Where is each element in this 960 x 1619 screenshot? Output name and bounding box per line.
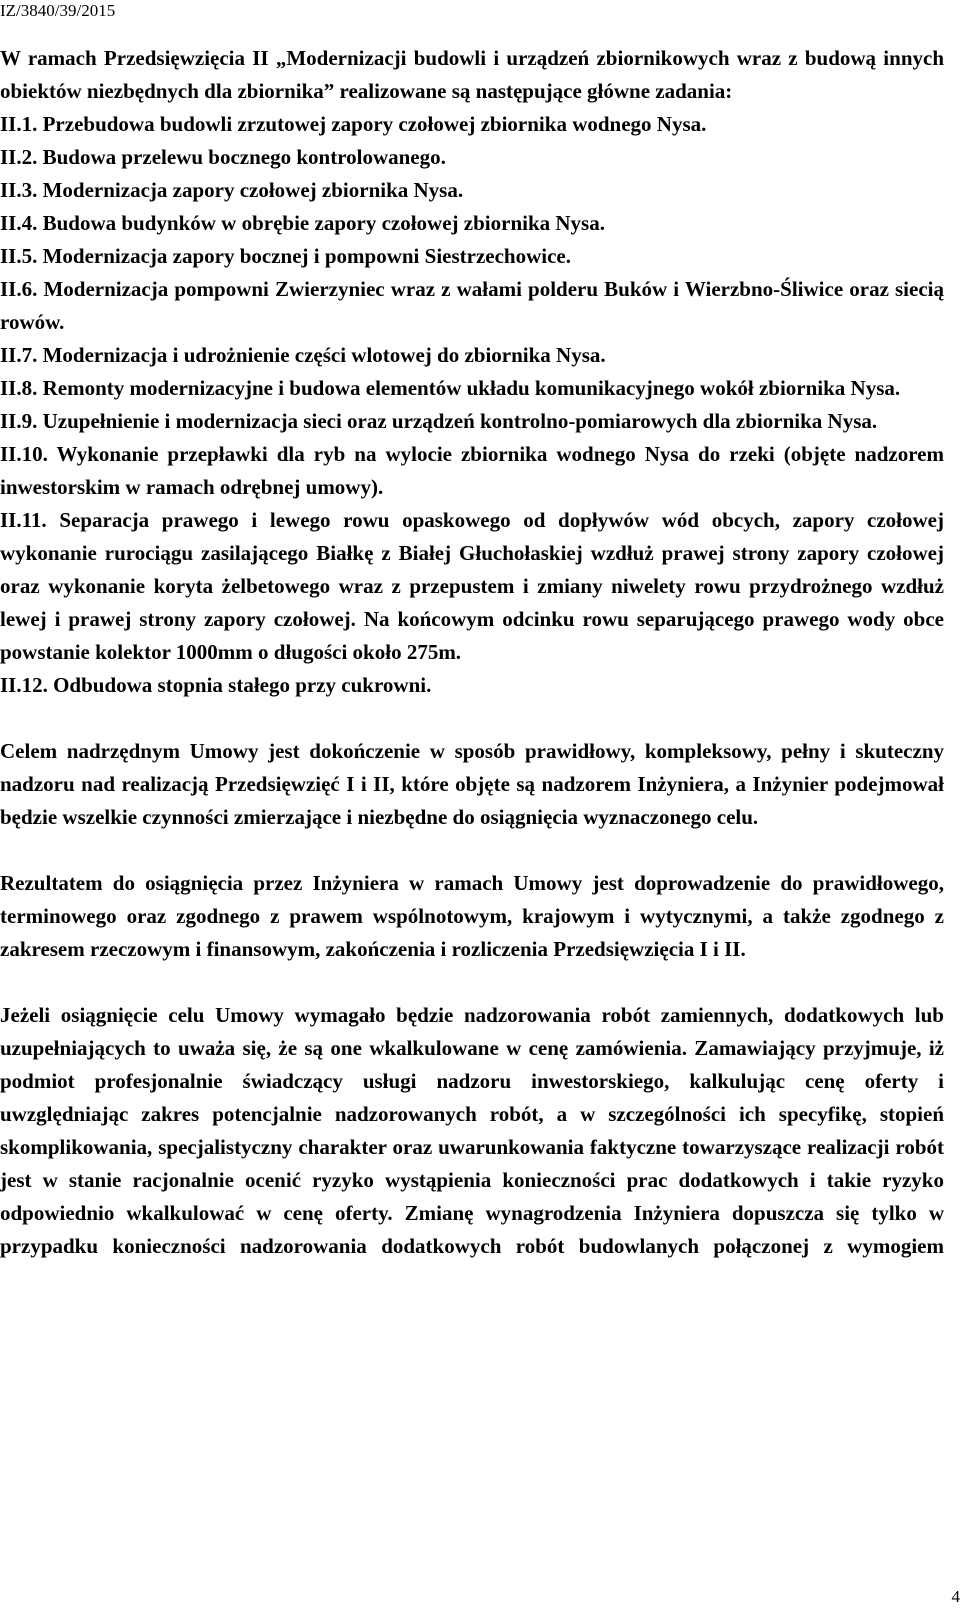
additional-works-paragraph: Jeżeli osiągnięcie celu Umowy wymagało będzie nadzorowania robót zamiennych, dodatkowych lub uzupełniających to uważa się, że są one wkalkulowane w cenę zamówienia. Zamawiający przyjmuje, iż podmiot profesjonalnie świadczący usługi nadzoru inwestorskiego, kalkulując cenę oferty i uwzględniając zakres potencjalnie nadzorowanych robót, a w szczególności ich specyfikę, stopień skomplikowania, specjalistyczny charakter oraz uwarunkowania faktyczne towarzyszące realizacji robót jest w stanie racjonalnie ocenić ryzyko wystąpienia konieczności prac dodatkowych i takie ryzyko odpowiednio wkalkulować w cenę oferty. Zmianę wynagrodzenia Inżyniera dopuszcza się tylko w przypadku konieczności nadzorowania dodatkowych robót budowlanych połączonej z wymogiem xyxy=(0,1003,944,1258)
result-paragraph: Rezultatem do osiągnięcia przez Inżyniera w ramach Umowy jest doprowadzenie do prawidłowego, terminowego oraz zgodnego z prawem wspólnotowym, krajowym i wytycznymi, a także zgodnego z zakresem rzeczowym i finansowym, zakończenia i rozliczenia Przedsięwzięcia I i II. xyxy=(0,871,944,961)
task-item: II.12. Odbudowa stopnia stałego przy cukrowni. xyxy=(0,673,432,697)
document-body xyxy=(0,42,944,1263)
goal-paragraph: Celem nadrzędnym Umowy jest dokończenie w sposób prawidłowy, kompleksowy, pełny i skuteczny nadzoru nad realizacją Przedsięwzięć I i II, które objęte są nadzorem Inżyniera, a Inżynier podejmował będzie wszelkie czynności zmierzające i niezbędne do osiągnięcia wyznaczonego celu. xyxy=(0,739,944,829)
task-item: II.4. Budowa budynków w obrębie zapory czołowej zbiornika Nysa. xyxy=(0,211,605,235)
task-item: II.10. Wykonanie przepławki dla ryb na wylocie zbiornika wodnego Nysa do rzeki (objęte nadzorem inwestorskim w ramach odrębnej umowy). xyxy=(0,442,944,499)
document-reference: IZ/3840/39/2015 xyxy=(0,1,116,20)
task-item: II.11. Separacja prawego i lewego rowu opaskowego od dopływów wód obcych, zapory czołowej wykonanie rurociągu zasilającego Białkę z Białej Głuchołaskiej wzdłuż prawej strony zapory czołowej oraz wykonanie koryta żelbetowego wraz z przepustem i zmiany niwelety rowu przydrożnego wzdłuż lewej i prawej strony zapory czołowej. Na końcowym odcinku rowu separującego prawego wody obce powstanie kolektor 1000mm o długości około 275m. xyxy=(0,508,944,664)
task-item: II.6. Modernizacja pompowni Zwierzyniec wraz z wałami polderu Buków i Wierzbno-Śliwice oraz siecią rowów. xyxy=(0,277,944,334)
task-item: II.3. Modernizacja zapory czołowej zbiornika Nysa. xyxy=(0,178,464,202)
paragraph-spacer xyxy=(0,702,944,735)
intro-paragraph: W ramach Przedsięwzięcia II „Modernizacji budowli i urządzeń zbiornikowych wraz z budową innych obiektów niezbędnych dla zbiornika” realizowane są następujące główne zadania: xyxy=(0,46,944,103)
task-item: II.1. Przebudowa budowli zrzutowej zapory czołowej zbiornika wodnego Nysa. xyxy=(0,112,707,136)
task-item: II.9. Uzupełnienie i modernizacja sieci oraz urządzeń kontrolno-pomiarowych dla zbiornika Nysa. xyxy=(0,409,878,433)
task-item: II.5. Modernizacja zapory bocznej i pompowni Siestrzechowice. xyxy=(0,244,571,268)
task-list xyxy=(0,108,944,702)
paragraph-spacer xyxy=(0,966,944,999)
paragraph-spacer xyxy=(0,834,944,867)
page-number: 4 xyxy=(951,1587,960,1606)
task-item: II.8. Remonty modernizacyjne i budowa elementów układu komunikacyjnego wokół zbiornika Nysa. xyxy=(0,376,901,400)
task-item: II.2. Budowa przelewu bocznego kontrolowanego. xyxy=(0,145,446,169)
task-item: II.7. Modernizacja i udrożnienie części wlotowej do zbiornika Nysa. xyxy=(0,343,606,367)
